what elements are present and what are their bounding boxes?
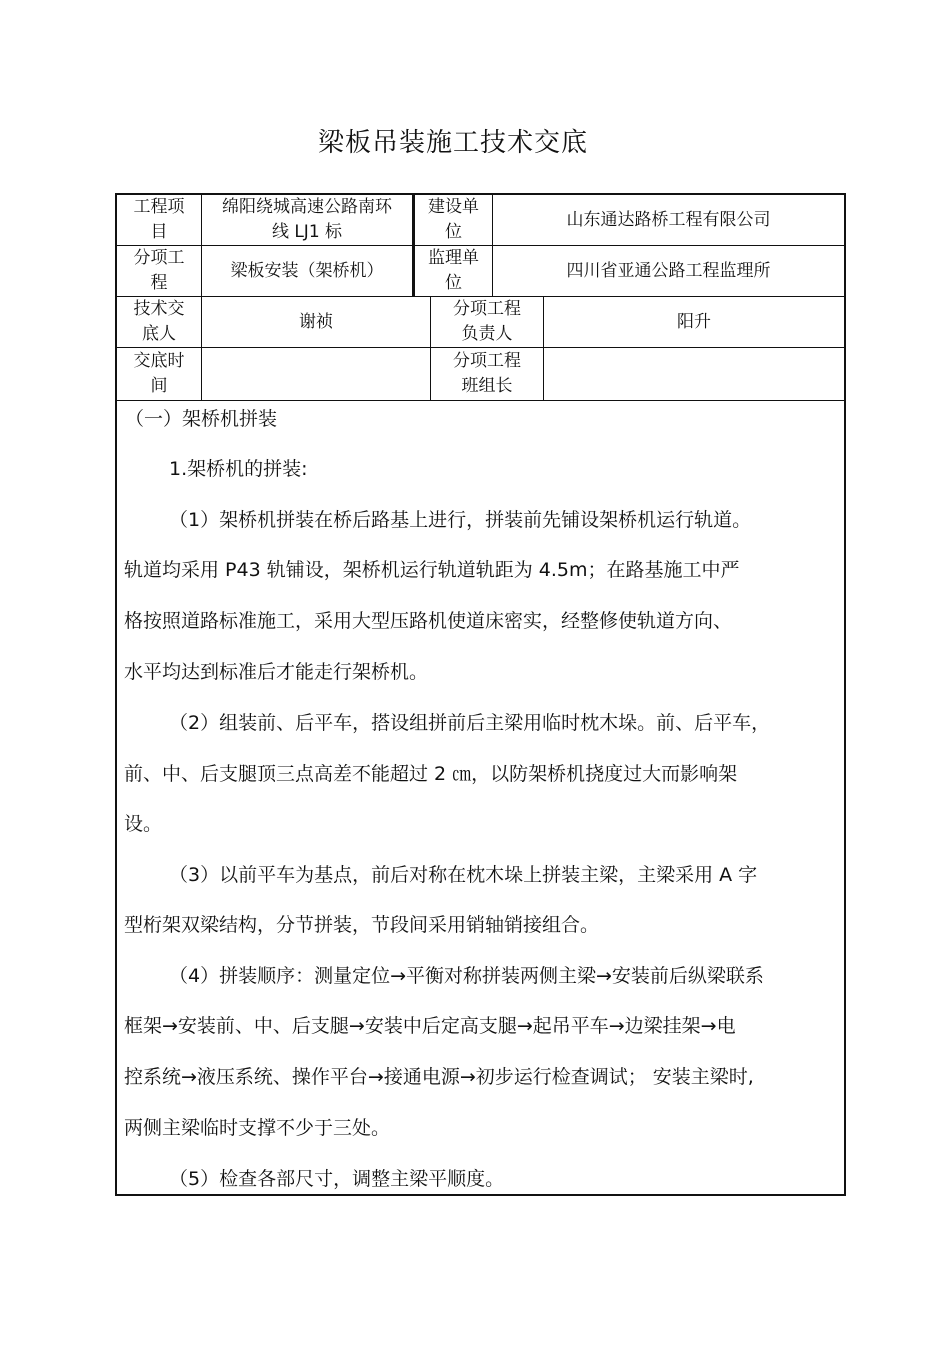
owner-value: 阳升 <box>677 311 711 332</box>
disclosure-table <box>115 193 846 1196</box>
paragraph-line: 两侧主梁临时支撑不少于三处。 <box>124 1117 391 1139</box>
time-value <box>202 348 430 400</box>
paragraph-line: 轨道均采用 P43 轨铺设，架桥机运行轨道轨距为 4.5m；在路基施工中严 <box>124 559 740 581</box>
supervisor-value: 四川省亚通公路工程监理所 <box>566 260 771 281</box>
paragraph-line: （3）以前平车为基点，前后对称在枕木垛上拼装主梁，主梁采用 A 字 <box>169 864 758 886</box>
section-heading: （一）架桥机拼装 <box>125 408 278 430</box>
supervisor-label: 监理单 位 <box>428 248 479 293</box>
sub-heading: 1.架桥机的拼装: <box>169 458 308 480</box>
builder-label: 建设单 位 <box>428 197 479 242</box>
paragraph-line: 格按照道路标准施工，采用大型压路机使道床密实，经整修使轨道方向、 <box>124 610 733 632</box>
project-label: 工程项 目 <box>133 197 185 242</box>
document-title: 梁板吊装施工技术交底 <box>317 128 588 158</box>
paragraph-line: 水平均达到标准后才能走行架桥机。 <box>124 661 429 683</box>
builder-value: 山东通达路桥工程有限公司 <box>566 209 771 230</box>
project-value: 绵阳绕城高速公路南环 线 LJ1 标 <box>222 197 392 242</box>
subitem-label: 分项工 程 <box>133 248 185 293</box>
time-label: 交底时 间 <box>133 351 185 396</box>
owner-label: 分项工程 负责人 <box>453 299 521 344</box>
paragraph-line: 控系统→液压系统、操作平台→接通电源→初步运行检查调试； 安装主梁时, <box>124 1066 754 1088</box>
paragraph-line: 框架→安装前、中、后支腿→安装中后定高支腿→起吊平车→边梁挂架→电 <box>124 1015 736 1037</box>
paragraph-line: （5）检查各部尺寸，调整主梁平顺度。 <box>169 1168 505 1190</box>
paragraph-line: （2）组装前、后平车，搭设组拼前后主梁用临时枕木垛。前、后平车， <box>169 712 771 734</box>
subitem-value: 梁板安装（架桥机） <box>230 260 384 281</box>
discloser-label: 技术交 底人 <box>133 299 185 344</box>
paragraph-line: 设。 <box>124 813 163 835</box>
paragraph-line: （4）拼装顺序：测量定位→平衡对称拼装两侧主梁→安装前后纵梁联系 <box>169 965 764 987</box>
leader-value <box>544 348 844 400</box>
leader-label: 分项工程 班组长 <box>453 351 521 396</box>
paragraph-line: 前、中、后支腿顶三点高差不能超过 2 ㎝，以防架桥机挠度过大而影响架 <box>124 763 738 785</box>
paragraph-line: 型桁架双梁结构，分节拼装，节段间采用销轴销接组合。 <box>124 914 600 936</box>
paragraph-line: （1）架桥机拼装在桥后路基上进行，拼装前先铺设架桥机运行轨道。 <box>169 509 752 531</box>
discloser-value: 谢祯 <box>299 311 333 332</box>
